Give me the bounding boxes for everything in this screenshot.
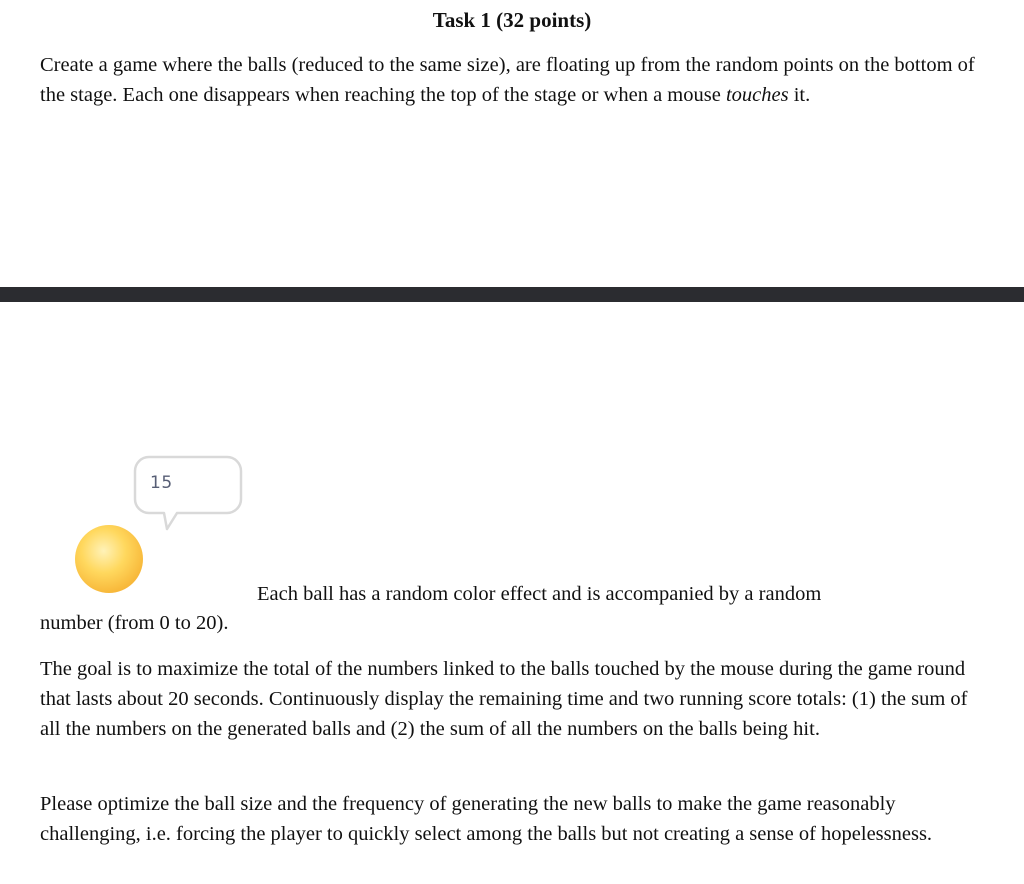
ball-description-line-1: Each ball has a random color effect and is accompanied by a random — [257, 583, 822, 605]
speech-bubble — [133, 455, 243, 533]
intro-emphasis: touches — [725, 84, 789, 106]
ball-number-label: 15 — [150, 473, 173, 493]
stage-top-bar — [0, 287, 1024, 302]
floating-ball — [75, 525, 143, 593]
task-title: Task 1 (32 points) — [432, 8, 592, 32]
optimize-paragraph: Please optimize the ball size and the frequency of generating the new balls to make the game reasonably challenging, i.e. forcing the player to quickly select among the balls but not creating a sense of hopelessness. — [40, 793, 933, 845]
intro-text-start: Create a game where the balls (reduced to the same size), are floating up from the random points on the bottom of the stage. Each one disappears when reaching the top of the stage or when a mouse — [40, 54, 975, 106]
intro-paragraph — [40, 50, 990, 110]
goal-paragraph: The goal is to maximize the total of the numbers linked to the balls touched by the mouse during the game round that lasts about 20 seconds. Continuously display the remaining time and two running score totals: (1) the sum of all the numbers on the generated balls and (2) the sum of all the numbers on the balls being hit. — [40, 658, 968, 740]
ball-description-line-2: number (from 0 to 20). — [40, 612, 229, 634]
intro-text-end: it. — [788, 84, 811, 106]
